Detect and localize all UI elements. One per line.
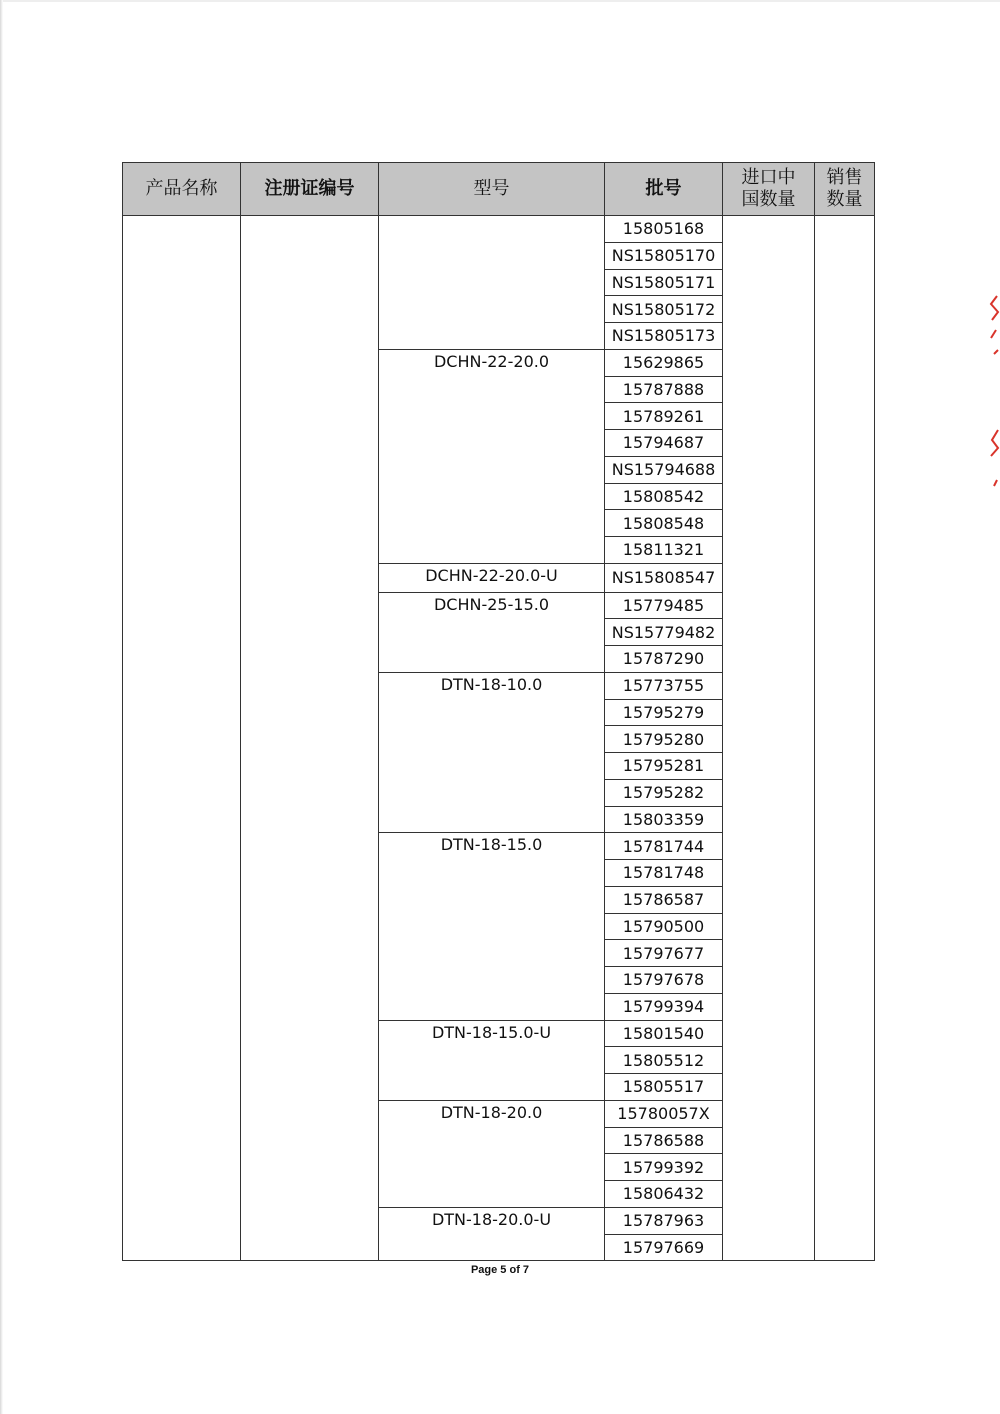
batch-number-cell: 15795279 bbox=[605, 699, 723, 726]
scan-left-edge bbox=[0, 0, 3, 1414]
batch-number-cell: 15779485 bbox=[605, 592, 723, 619]
model-cell: DTN-18-20.0 bbox=[379, 1100, 605, 1207]
batch-number-cell: 15780057X bbox=[605, 1100, 723, 1127]
batch-number-cell: NS15805172 bbox=[605, 296, 723, 323]
model-cell: DTN-18-10.0 bbox=[379, 672, 605, 833]
batch-number-cell: 15773755 bbox=[605, 672, 723, 699]
batch-number-cell: 15797677 bbox=[605, 940, 723, 967]
batch-number-cell: 15787963 bbox=[605, 1207, 723, 1234]
model-cell: DTN-18-15.0-U bbox=[379, 1020, 605, 1100]
header-model: 型号 bbox=[379, 163, 605, 216]
batch-number-cell: 15803359 bbox=[605, 806, 723, 833]
header-registration-number: 注册证编号 bbox=[241, 163, 379, 216]
batch-number-cell: NS15779482 bbox=[605, 619, 723, 646]
red-stamp-fragment bbox=[988, 290, 1000, 490]
batch-number-cell: 15797669 bbox=[605, 1234, 723, 1261]
table-row bbox=[123, 216, 875, 243]
batch-number-cell: 15811321 bbox=[605, 537, 723, 564]
model-cell: DTN-18-20.0-U bbox=[379, 1207, 605, 1261]
header-product-name: 产品名称 bbox=[123, 163, 241, 216]
scan-top-edge bbox=[0, 0, 1000, 2]
batch-number-cell: 15789261 bbox=[605, 403, 723, 430]
batch-number-cell: 15799394 bbox=[605, 993, 723, 1020]
batch-number-cell: 15790500 bbox=[605, 913, 723, 940]
batch-number-cell: 15805512 bbox=[605, 1047, 723, 1074]
product-name-cell bbox=[123, 216, 241, 1261]
batch-number-cell: 15799392 bbox=[605, 1154, 723, 1181]
header-row bbox=[123, 163, 875, 216]
batch-number-cell: 15797678 bbox=[605, 967, 723, 994]
batch-number-cell: 15805168 bbox=[605, 216, 723, 243]
batch-number-cell: NS15805173 bbox=[605, 323, 723, 350]
batch-number-cell: 15795282 bbox=[605, 779, 723, 806]
batch-number-cell: 15808542 bbox=[605, 483, 723, 510]
batch-number-cell: 15794687 bbox=[605, 430, 723, 457]
registration-number-cell bbox=[241, 216, 379, 1261]
batch-number-cell: 15787888 bbox=[605, 376, 723, 403]
model-cell: DCHN-25-15.0 bbox=[379, 592, 605, 672]
batch-number-cell: 15786588 bbox=[605, 1127, 723, 1154]
sales-quantity-cell bbox=[815, 216, 875, 1261]
batch-number-cell: 15786587 bbox=[605, 886, 723, 913]
batch-number-cell: 15801540 bbox=[605, 1020, 723, 1047]
model-cell: DCHN-22-20.0-U bbox=[379, 563, 605, 592]
batch-number-cell: NS15805170 bbox=[605, 242, 723, 269]
table-body bbox=[123, 216, 875, 1261]
batch-table bbox=[122, 162, 875, 1261]
batch-number-cell: 15787290 bbox=[605, 646, 723, 673]
batch-number-cell: 15805517 bbox=[605, 1074, 723, 1101]
batch-number-cell: 15781744 bbox=[605, 833, 723, 860]
batch-number-cell: 15629865 bbox=[605, 349, 723, 376]
batch-number-cell: 15806432 bbox=[605, 1181, 723, 1208]
header-import-quantity: 进口中国数量 bbox=[723, 163, 815, 216]
header-batch-number: 批号 bbox=[605, 163, 723, 216]
batch-number-cell: NS15808547 bbox=[605, 563, 723, 592]
model-cell bbox=[379, 216, 605, 350]
batch-number-cell: 15781748 bbox=[605, 860, 723, 887]
batch-number-cell: NS15805171 bbox=[605, 269, 723, 296]
batch-number-cell: NS15794688 bbox=[605, 456, 723, 483]
import-quantity-cell bbox=[723, 216, 815, 1261]
model-cell: DCHN-22-20.0 bbox=[379, 349, 605, 563]
page-footer: Page 5 of 7 bbox=[470, 1264, 530, 1276]
model-cell: DTN-18-15.0 bbox=[379, 833, 605, 1020]
batch-number-cell: 15808548 bbox=[605, 510, 723, 537]
header-sales-quantity: 销售数量 bbox=[815, 163, 875, 216]
batch-number-cell: 15795281 bbox=[605, 753, 723, 780]
batch-number-cell: 15795280 bbox=[605, 726, 723, 753]
